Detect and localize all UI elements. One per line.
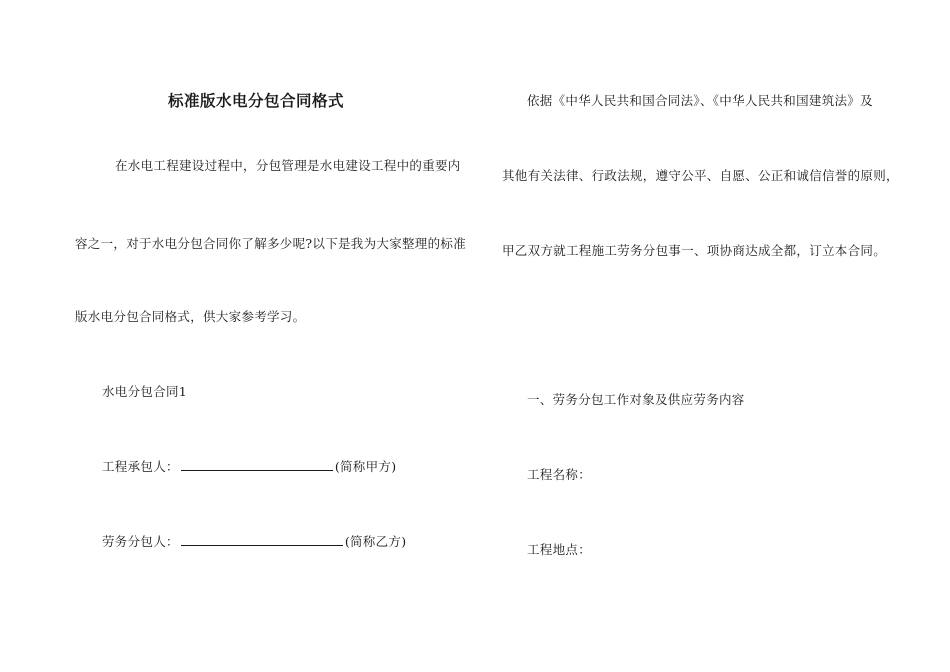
intro-paragraph-line-3: 版水电分包合同格式，供大家参考学习。 — [75, 309, 306, 324]
contract-heading: 水电分包合同1 — [102, 384, 188, 399]
project-location-label: 工程地点： — [527, 542, 592, 557]
subcontractor-label: 劳务分包人： — [102, 534, 179, 549]
contractor-label: 工程承包人： — [102, 459, 179, 474]
intro-paragraph-line-2: 容之一，对于水电分包合同你了解多少呢?以下是我为大家整理的标准 — [75, 236, 467, 251]
contractor-line — [102, 458, 396, 475]
legal-basis-line-1: 依据《中华人民共和国合同法》、《中华人民共和国建筑法》及 — [527, 93, 873, 108]
project-name-label: 工程名称： — [527, 467, 592, 482]
section-1-heading: 一、劳务分包工作对象及供应劳务内容 — [527, 392, 745, 407]
legal-basis-line-2: 其他有关法律、行政法规，遵守公平、自愿、公正和诚信信誉的原则， — [502, 168, 899, 183]
document-title: 标准版水电分包合同格式 — [168, 92, 345, 110]
subcontractor-blank-field — [181, 533, 343, 546]
contractor-blank-field — [181, 458, 333, 471]
contractor-suffix: (简称甲方) — [334, 459, 397, 474]
intro-paragraph-line-1: 在水电工程建设过程中，分包管理是水电建设工程中的重要内 — [115, 158, 461, 173]
legal-basis-line-3: 甲乙双方就工程施工劳务分包事一、项协商达成全都，订立本合同。 — [502, 243, 887, 258]
subcontractor-suffix: (简称乙方) — [344, 534, 407, 549]
subcontractor-line — [102, 533, 406, 550]
